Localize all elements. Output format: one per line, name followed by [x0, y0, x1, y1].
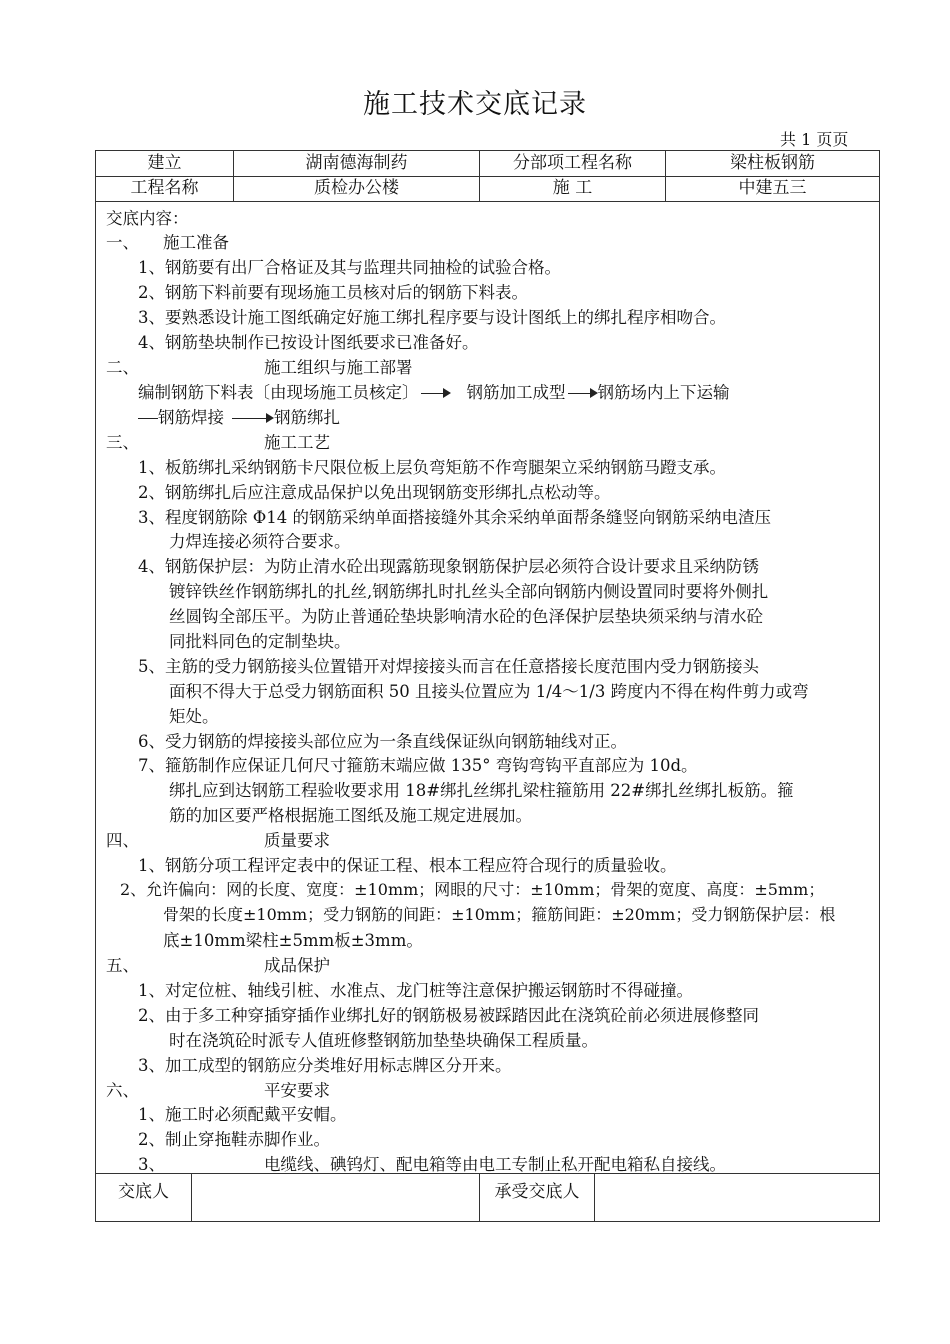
section-3-title: 施工工艺 — [264, 433, 330, 452]
s1-item: 1、钢筋要有出厂合格证及其与监理共同抽检的试验合格。 — [138, 258, 561, 277]
section-6-title: 平安要求 — [264, 1081, 330, 1100]
s3-line: 镀锌铁丝作钢筋绑扎的扎丝,钢筋绑扎时扎丝头全部向钢筋内侧设置同时要将外侧扎 — [169, 582, 769, 601]
content-intro: 交底内容： — [106, 209, 189, 228]
flow-step-welding: 钢筋焊接 — [158, 408, 224, 427]
value-subproject: 梁柱板钢筋 — [730, 153, 815, 173]
section-6-number: 六、 — [106, 1081, 139, 1100]
s3-line: 面积不得大于总受力钢筋面积 50 且接头位置应为 1/4～1/3 跨度内不得在构件剪力或弯 — [169, 682, 809, 701]
s6-line: 1、施工时必须配戴平安帽。 — [138, 1105, 347, 1124]
s3-line: 筋的加区要严格根据施工图纸及施工规定进展加。 — [169, 806, 532, 825]
s4-line: 底±10mm梁柱±5mm板±3mm。 — [163, 931, 423, 950]
s4-line: 2、允许偏向：网的长度、宽度：±10mm；网眼的尺寸：±10mm；骨架的宽度、高度：±5mm； — [120, 880, 825, 899]
section-2-number: 二、 — [106, 358, 139, 377]
s3-line: 丝圆钩全部压平。为防止普通砼垫块影响清水砼的色泽保护层垫块须采纳与清水砼 — [169, 607, 763, 626]
label-project-name: 工程名称 — [96, 176, 234, 201]
section-5-number: 五、 — [106, 956, 139, 975]
s5-line: 1、对定位桩、轴线引桩、水准点、龙门桩等注意保护搬运钢筋时不得碰撞。 — [138, 981, 693, 1000]
briefing-giver-signature[interactable] — [192, 1173, 480, 1221]
header-row-2 — [96, 176, 879, 202]
header-row-1 — [96, 151, 879, 177]
process-flow-row-2 — [138, 404, 340, 428]
label-construction: 建立 — [96, 151, 234, 176]
s1-item: 3、要熟悉设计施工图纸确定好施工绑扎程序要与设计图纸上的绑扎程序相吻合。 — [138, 308, 726, 327]
dash-icon — [138, 418, 158, 419]
s6-line: 2、制止穿拖鞋赤脚作业。 — [138, 1130, 330, 1149]
section-4-number: 四、 — [106, 831, 139, 850]
signature-row — [96, 1173, 879, 1221]
s1-item: 4、钢筋垫块制作已按设计图纸要求已准备好。 — [138, 333, 479, 352]
flow-step-processing: 钢筋加工成型 — [466, 383, 566, 402]
flow-step-binding: 钢筋绑扎 — [274, 408, 340, 427]
s6-item-3: 电缆线、碘钨灯、配电箱等由电工专制止私开配电箱私自接线。 — [264, 1155, 726, 1174]
briefing-receiver-signature[interactable] — [595, 1173, 879, 1221]
s6-item-3-number: 3、 — [138, 1155, 165, 1174]
record-table — [95, 150, 880, 1222]
section-1-number: 一、 — [106, 233, 139, 252]
s3-line: 2、钢筋绑扎后应注意成品保护以免出现钢筋变形绑扎点松动等。 — [138, 483, 611, 502]
s3-line: 绑扎应到达钢筋工程验收要求用 18#绑扎丝绑扎梁柱箍筋用 22#绑扎丝绑扎板筋。箍 — [169, 781, 794, 800]
label-contractor: 施 工 — [480, 176, 666, 201]
s3-line: 矩处。 — [169, 707, 219, 726]
s3-line: 1、板筋绑扎采纳钢筋卡尺限位板上层负弯矩筋不作弯腿架立采纳钢筋马蹬支承。 — [138, 458, 726, 477]
s3-line: 3、程度钢筋除 Φ14 的钢筋采纳单面搭接缝外其余采纳单面帮条缝竖向钢筋采纳电渣压 — [138, 508, 772, 527]
section-1-title: 施工准备 — [163, 233, 229, 252]
s3-line: 5、主筋的受力钢筋接头位置错开对焊接接头而言在任意搭接长度范围内受力钢筋接头 — [138, 657, 759, 676]
process-flow-row-1 — [138, 379, 730, 403]
arrow-icon — [232, 418, 272, 419]
s4-line: 骨架的长度±10mm；受力钢筋的间距：±10mm；箍筋间距：±20mm；受力钢筋保护层：根 — [163, 905, 836, 924]
section-5-title: 成品保护 — [264, 956, 330, 975]
flow-step-cutting-list: 编制钢筋下料表〔由现场施工员核定〕 — [138, 383, 419, 402]
s3-line: 4、钢筋保护层：为防止清水砼出现露筋现象钢筋保护层必须符合设计要求且采纳防锈 — [138, 557, 759, 576]
arrow-icon — [568, 393, 596, 394]
flow-step-transport: 钢筋场内上下运输 — [597, 383, 730, 402]
s3-line: 同批料同色的定制垫块。 — [169, 632, 351, 651]
label-briefing-receiver: 承受交底人 — [480, 1173, 595, 1221]
page-count: 共 1 页页 — [780, 130, 849, 149]
label-briefing-giver: 交底人 — [96, 1173, 192, 1221]
arrow-icon — [421, 393, 449, 394]
section-4-title: 质量要求 — [264, 831, 330, 850]
section-2-title: 施工组织与施工部署 — [264, 358, 413, 377]
document-title: 施工技术交底记录 — [363, 89, 587, 120]
section-3-number: 三、 — [106, 433, 139, 452]
s1-item: 2、钢筋下料前要有现场施工员核对后的钢筋下料表。 — [138, 283, 528, 302]
s4-line: 1、钢筋分项工程评定表中的保证工程、根本工程应符合现行的质量验收。 — [138, 856, 677, 875]
value-contractor: 中建五三 — [738, 178, 807, 198]
value-construction-unit: 湖南德海制药 — [234, 151, 480, 176]
s3-line: 7、箍筋制作应保证几何尺寸箍筋末端应做 135° 弯钩弯钩平直部应为 10d。 — [138, 756, 698, 775]
s3-line: 6、受力钢筋的焊接接头部位应为一条直线保证纵向钢筋轴线对正。 — [138, 732, 627, 751]
s5-line: 时在浇筑砼时派专人值班修整钢筋加垫垫块确保工程质量。 — [169, 1031, 598, 1050]
label-subproject: 分部项工程名称 — [480, 151, 666, 176]
s5-line: 2、由于多工种穿插穿插作业绑扎好的钢筋极易被踩踏因此在浇筑砼前必须进展修整同 — [138, 1006, 759, 1025]
value-project-name: 质检办公楼 — [234, 176, 480, 201]
briefing-content — [96, 201, 879, 1174]
s3-line: 力焊连接必须符合要求。 — [169, 532, 351, 551]
s5-line: 3、加工成型的钢筋应分类堆好用标志牌区分开来。 — [138, 1056, 512, 1075]
